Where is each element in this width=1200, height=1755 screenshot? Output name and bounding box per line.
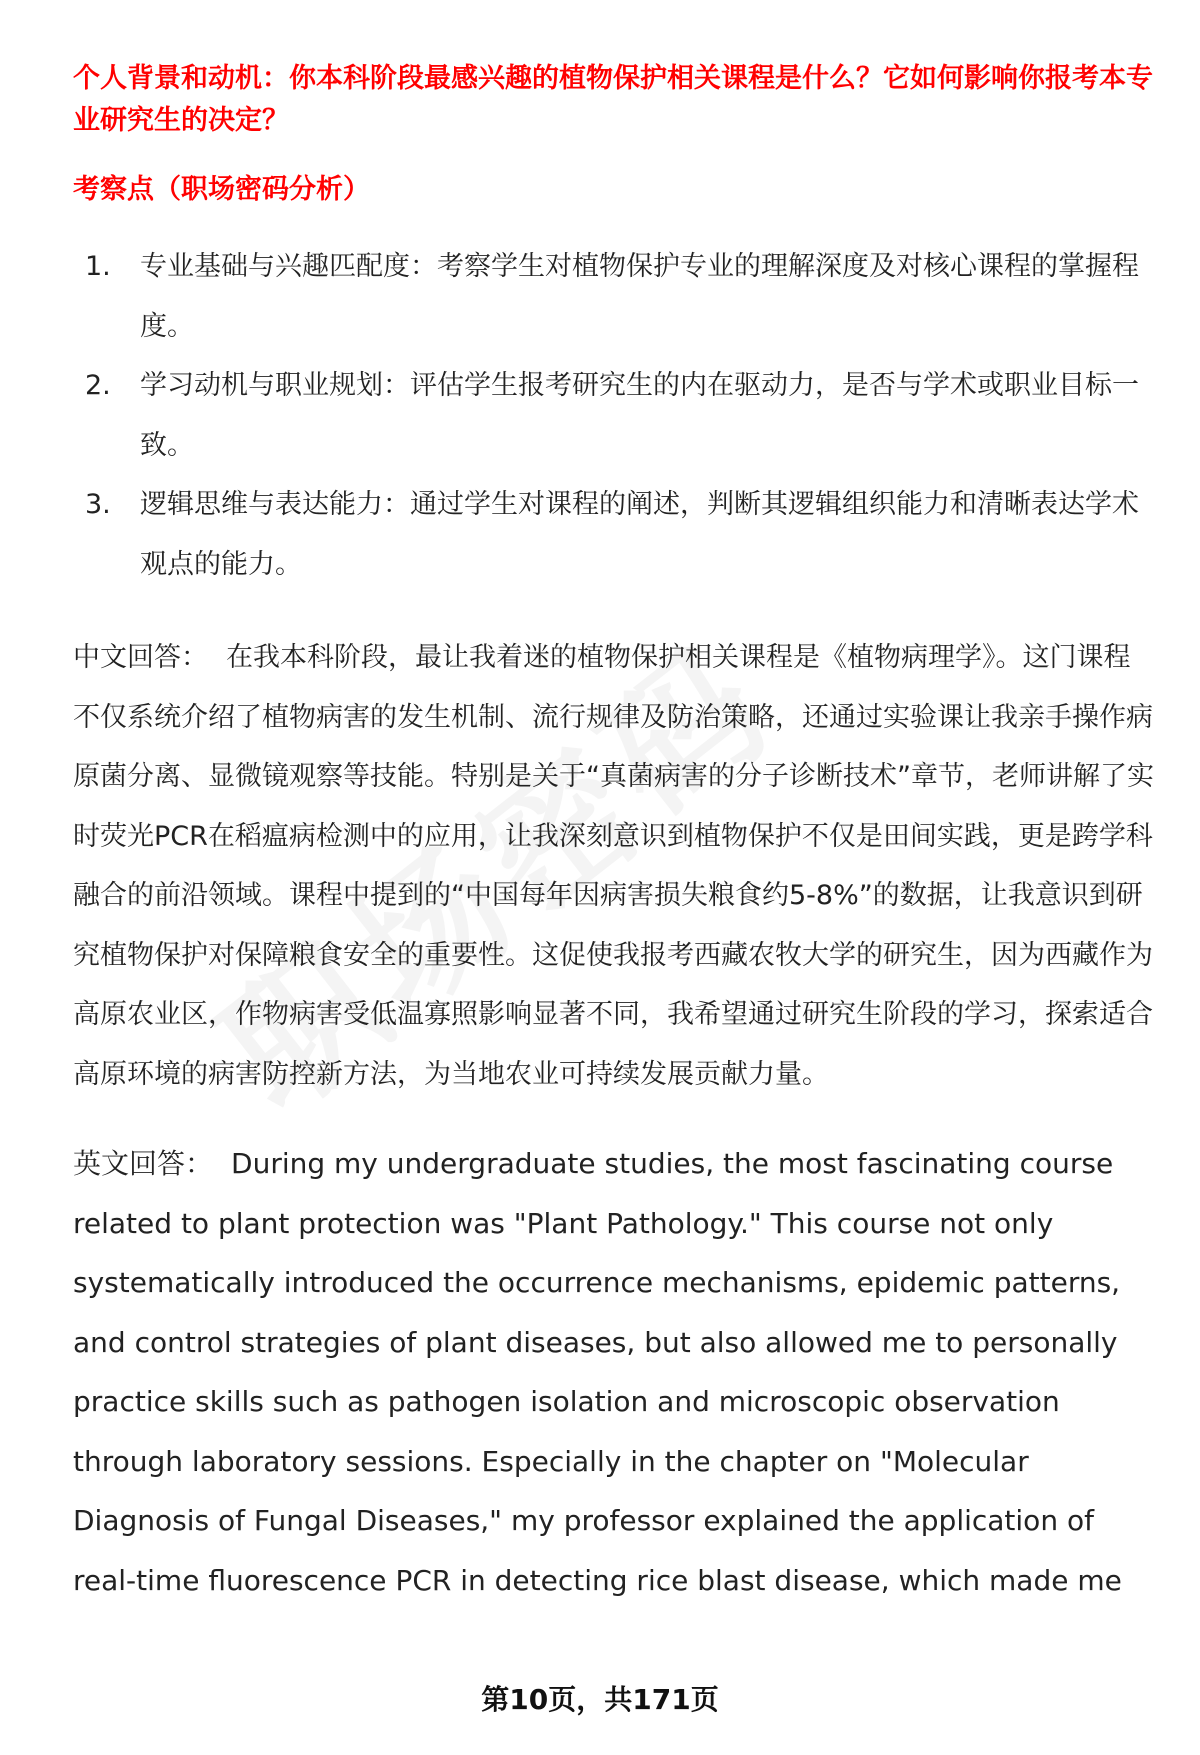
list-item-number: 1. xyxy=(85,251,111,282)
document-page xyxy=(73,58,1155,1638)
question-heading: 个人背景和动机：你本科阶段最感兴趣的植物保护相关课程是什么？它如何影响你报考本专业研究生的决定？ xyxy=(73,63,1153,136)
list-item xyxy=(85,237,1155,356)
list-item-number: 2. xyxy=(85,370,111,401)
assessment-points-heading: 考察点（职场密码分析） xyxy=(73,174,370,205)
page-number-footer: 第10页，共171页 xyxy=(481,1683,719,1716)
list-item xyxy=(85,356,1155,475)
english-answer-label: 英文回答： xyxy=(73,1147,214,1180)
list-item-text: 专业基础与兴趣匹配度：考察学生对植物保护专业的理解深度及对核心课程的掌握程度。 xyxy=(140,251,1139,342)
chinese-answer xyxy=(73,628,1155,1104)
chinese-answer-label: 中文回答： xyxy=(73,642,208,673)
assessment-points-list xyxy=(73,237,1155,594)
english-answer xyxy=(73,1134,1155,1610)
chinese-answer-text: 在我本科阶段，最让我着迷的植物保护相关课程是《植物病理学》。这门课程不仅系统介绍了植物病害的发生机制、流行规律及防治策略，还通过实验课让我亲手操作病原菌分离、显微镜观察等技能。特别是关于“真菌病害的分子诊断技术”章节，老师讲解了实时荧光PCR在稻瘟病检测中的应用，让我深刻意识到植物保护不仅是田间实践，更是跨学科融合的前沿领域。课程中提到的“中国每年因病害损失粮食约5-8%”的数据，让我意识到研究植物保护对保障粮食安全的重要性。这促使我报考西藏农牧大学的研究生，因为西藏作为高原农业区，作物病害受低温寡照影响显著不同，我希望通过研究生阶段的学习，探索适合高原环境的病害防控新方法，为当地农业可持续发展贡献力量。 xyxy=(73,642,1154,1090)
list-item-text: 逻辑思维与表达能力：通过学生对课程的阐述，判断其逻辑组织能力和清晰表达学术观点的能力。 xyxy=(140,489,1139,580)
list-item-text: 学习动机与职业规划：评估学生报考研究生的内在驱动力，是否与学术或职业目标一致。 xyxy=(140,370,1139,461)
list-item-number: 3. xyxy=(85,489,111,520)
list-item xyxy=(85,475,1155,594)
english-answer-text: During my undergraduate studies, the most fascinating course related to plant protection was "Plant Pathology." This course not only systematically introduced the occurrence mechanisms, epidemic patterns, and control strategies of plant diseases, but also allowed me to personally practice skills such as pathogen isolation and microscopic observation through laboratory sessions. Especially in the chapter on "Molecular Diagnosis of Fungal Diseases," my professor explained the application of real-time fluorescence PCR in detecting rice blast disease, which made me xyxy=(73,1147,1122,1597)
